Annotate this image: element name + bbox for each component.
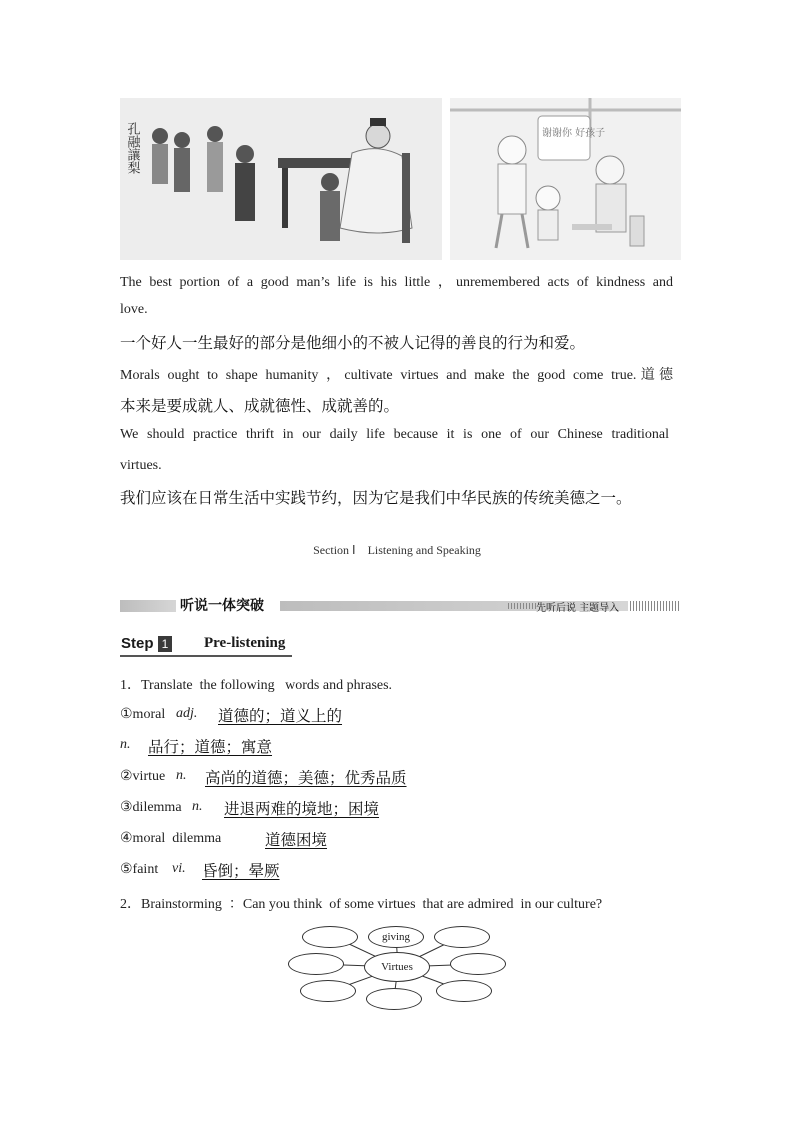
quote2-en-line1: Morals ought to shape humanity ，cultivate virtues and make the good come true.道德	[120, 368, 673, 383]
vocab-answer: 品行；道德；寓意	[148, 738, 273, 756]
task2-instruction: 2．Brainstorming ：Can you think of some virtues that are admired in our culture?	[120, 897, 603, 912]
bubble-mid-right[interactable]	[450, 953, 506, 975]
quote3-en-line1: We should practice thrift in our daily life because it is one of our Chinese traditional	[120, 427, 669, 442]
banner-right-text: 先听后说 主题导入	[536, 603, 620, 614]
section-banner	[120, 598, 680, 614]
vocab-pos: n.	[176, 768, 187, 783]
banner-dots	[508, 603, 536, 609]
vocab-term: ③dilemma	[120, 800, 182, 815]
step-heading	[120, 634, 295, 658]
vocab-item	[120, 766, 680, 790]
vocab-answer: 道德困境	[265, 831, 328, 849]
cartoon-family-icon	[450, 98, 681, 260]
vocab-answer: 进退两难的境地；困境	[224, 800, 380, 818]
task1-instruction: 1．Translate the following words and phrases.	[120, 678, 393, 693]
vocab-item	[120, 704, 680, 728]
brainstorm-diagram	[286, 922, 510, 1012]
banner-right-lines	[630, 601, 680, 611]
bubble-top-center-giving: giving	[368, 926, 424, 948]
step-label: Step	[121, 635, 154, 652]
step-number-badge: 1	[158, 636, 172, 652]
quote1-en-line1: The best portion of a good man’s life is his little ，unremembered acts of kindness and	[120, 275, 673, 290]
bubble-bottom-right[interactable]	[436, 980, 492, 1002]
scholar-painting-icon	[120, 98, 442, 260]
step-title: Pre-listening	[204, 635, 286, 651]
banner-title: 听说一体突破	[180, 598, 264, 614]
vocab-term: ②virtue	[120, 769, 166, 784]
svg-text:孔融讓梨: 孔融讓梨	[124, 122, 140, 174]
vocab-item	[120, 859, 680, 883]
vocab-pos: adj.	[176, 706, 198, 721]
illustration-grandfather-child	[450, 98, 681, 260]
bubble-bottom-center[interactable]	[366, 988, 422, 1010]
bubble-bottom-left[interactable]	[300, 980, 356, 1002]
vocab-answer: 昏倒；晕厥	[202, 862, 280, 880]
vocab-item	[120, 797, 680, 821]
vocab-pos: n.	[192, 799, 203, 814]
bubble-top-right[interactable]	[434, 926, 490, 948]
step-underline	[120, 655, 292, 657]
vocab-term: ④moral dilemma	[120, 831, 222, 846]
vocab-term: ⑤faint	[120, 862, 159, 877]
quote3-zh: 我们应该在日常生活中实践节约，因为它是我们中华民族的传统美德之一。	[120, 489, 632, 507]
bubble-mid-left[interactable]	[288, 953, 344, 975]
vocab-pos: vi.	[172, 861, 186, 876]
quote1-en-line2: love.	[120, 302, 148, 317]
vocab-answer: 高尚的道德；美德；优秀品质	[205, 769, 407, 787]
quote3-en-line2: virtues.	[120, 458, 162, 473]
vocab-pos: n.	[120, 737, 131, 752]
vocab-item	[120, 828, 680, 852]
bubble-top-left[interactable]	[302, 926, 358, 948]
vocab-term: ①moral	[120, 707, 166, 722]
vocab-answer: 道德的；道义上的	[218, 707, 343, 725]
illustration-scholar-children	[120, 98, 442, 260]
vocab-item	[120, 735, 680, 759]
quote2-zh-line2: 本来是要成就人、成就德性、成就善的。	[120, 397, 400, 415]
section-title: Section Ⅰ Listening and Speaking	[313, 543, 481, 557]
quote1-zh: 一个好人一生最好的部分是他细小的不被人记得的善良的行为和爱。	[120, 334, 586, 352]
svg-text:谢谢你 好孩子: 谢谢你 好孩子	[542, 128, 606, 139]
banner-left-bar	[120, 600, 176, 612]
bubble-center-virtues: Virtues	[364, 952, 430, 982]
